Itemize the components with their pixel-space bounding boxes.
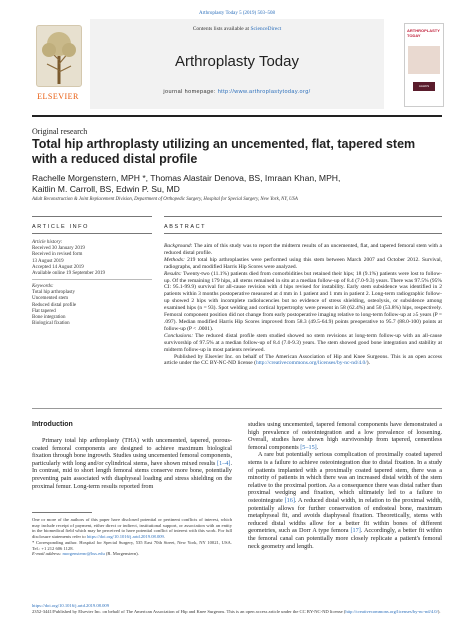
text-run: . [163, 534, 166, 540]
citation-ref[interactable]: [17] [350, 527, 361, 535]
abstract-results [164, 271, 442, 333]
info-top-rule [32, 216, 152, 217]
article-title: Total hip arthroplasty utilizing an uncemented, flat, tapered stem with a reduced distal profile [32, 137, 416, 166]
abstract-heading: ABSTRACT [164, 224, 207, 230]
contents-availability [90, 26, 384, 32]
journal-homepage [90, 89, 384, 95]
text-run: . Accordingly, a better fit within the femoral canal can potentially more closely replicate a patient's femoral neck geometry and length. [248, 527, 442, 550]
cover-title: ARTHROPLASTY TODAY [407, 28, 440, 38]
header-divider [32, 115, 442, 117]
history-item: Available online 19 September 2019 [32, 271, 105, 277]
intro-paragraph-2 [248, 451, 442, 550]
results-label: Results: [164, 270, 182, 277]
history-item: Received in revised form [32, 252, 83, 258]
text-run: One or more of the authors of this paper have disclosed potential or pertinent conflicts of interest, which may include receipt of payment, either direct or indirect, institutional support, or association with an entity in the biomedical field which may be perceived to have potential conflict of interest with this work. For full disclosure statements refer to [32, 517, 232, 540]
author-affiliation: Adult Reconstruction & Joint Replacement Division, Department of Orthopedic Surgery, Hospital for Special Surgery, New York, NY, USA [32, 197, 298, 202]
text-run: . In contrast, mid to short length femoral stems conserve more bone, potentially preventing pain associated with diaphyseal loading and stress shielding on the proximal femur. Long-term results reported from [32, 459, 232, 490]
intro-paragraph-1 [32, 437, 232, 490]
info-mid-rule [32, 233, 152, 234]
history-item: Accepted 14 August 2019 [32, 264, 84, 270]
journal-title: Arthroplasty Today [175, 53, 299, 70]
background-label: Background: [164, 243, 193, 249]
text-run: . [316, 443, 319, 451]
methods-text: 219 total hip arthroplasties were performed using this stem between March 2007 and October 2012. Survival, radiographs, and modified Harris Hip Scores were analyzed. [164, 256, 442, 270]
info-separator [32, 279, 152, 280]
keyword-item: Total hip arthroplasty [32, 290, 75, 296]
email-link[interactable]: morgensternr@hss.edu [62, 551, 105, 557]
keyword-item: Flat tapered [32, 308, 56, 314]
copyright-text: 2352-3441/Published by Elsevier Inc. on behalf of The American Association of Hip and Knee Surgeons. This is an open access article under the CC BY-NC-ND license ( [32, 608, 346, 614]
elsevier-wordmark: ELSEVIER [37, 92, 79, 101]
journal-cover-thumbnail[interactable] [404, 23, 444, 107]
results-text: Twenty-two (11.1%) patients died from comorbidities but retained their hips; 18 (9.1%) patients were lost to follow-up. Of the remaining 179 hips, all stems remained in situ at a median follow-up of 8.4 (7.0-9.3) years. There was 97.5% (95% CI: 95.1-99.9) survival for all-cause revision with 4 hips revised for instability. Early stem subsidence was identified in 2 patients within 3 months postoperative measured at 4 mm in 1 patient and 1 mm in patient 2. Long-term radiographic follow-up showed 2 hips with incomplete radiolucencies but no evidence of stress shielding, osteolysis, or subsidence among examined hips (n = 93). Spot welding and cortical hypertrophy were present in 58 (62.4%) and 50 (53.8%) hips, respectively. Femoral component position did not change from early postoperative imaging relative to long-term follow-up at ≥5 years (P = .097). Median modified Harris Hip Scores improved from 58.3 (49.5-64.9) points preoperative to 95.7 (88.0-100) points at follow-up (P < .0001). [164, 270, 442, 332]
footnote-rule [32, 512, 92, 513]
corresponding-author [32, 540, 232, 551]
citation-ref[interactable]: [1–4] [217, 459, 231, 467]
text-run: ). [437, 608, 441, 614]
keyword-item: Bone integration [32, 315, 66, 321]
author-list [32, 173, 442, 195]
authors-line-1[interactable]: Rachelle Morgenstern, MPH *, Thomas Alastair Denova, BS, Imraan Khan, MPH, [32, 173, 341, 183]
text-run: Primary total hip arthroplasty (THA) with uncemented, tapered, porous-coated femoral components are designed to achieve maximum biological fixation through bone ingrowth. Studies using uncemented femoral components, particularly with long and/or cylindrical stems, have shown mixed results [32, 437, 232, 467]
keywords [32, 284, 152, 327]
copyright-line [32, 609, 442, 615]
email-line [32, 551, 232, 557]
journal-masthead [32, 19, 442, 113]
keyword-item: Reduced distal profile [32, 302, 77, 308]
citation-ref[interactable]: [5–15] [300, 443, 317, 451]
journal-citation[interactable]: Arthroplasty Today 5 (2019) 503–508 [199, 11, 275, 16]
license-link[interactable]: http://creativecommons.org/licenses/by-nc-nd/4.0/ [255, 360, 367, 367]
text-run: (R. Morgenstern). [104, 551, 139, 557]
abstract-top-rule [164, 216, 442, 217]
disclosure-footnote [32, 517, 232, 540]
authors-line-2[interactable]: Kaitlin M. Carroll, BS, Edwin P. Su, MD [32, 184, 180, 194]
footer-license-link[interactable]: http://creativecommons.org/licenses/by-nc-nd/4.0/ [345, 608, 438, 614]
license-end: ). [366, 360, 370, 367]
homepage-prefix: journal homepage: [163, 89, 218, 95]
elsevier-logo[interactable] [32, 19, 84, 109]
disclosure-link[interactable]: https://doi.org/10.1016/j.artd.2019.08.009 [86, 534, 164, 540]
body-right-column [248, 421, 442, 550]
page-footer [32, 603, 442, 614]
article-history [32, 240, 152, 277]
journal-header-band [90, 19, 384, 109]
keyword-item: Uncemented stem [32, 296, 68, 302]
doi-link[interactable]: https://doi.org/10.1016/j.artd.2019.08.009 [32, 603, 109, 608]
abstract-conclusions [164, 333, 442, 354]
article-type: Original research [32, 127, 88, 136]
conclusions-label: Conclusions: [164, 332, 194, 339]
history-item: 13 August 2019 [32, 258, 64, 264]
cover-image [408, 46, 440, 74]
history-label: Article history: [32, 240, 63, 245]
abstract-background [164, 243, 442, 257]
citation-ref[interactable]: [16] [284, 496, 295, 504]
elsevier-tree-icon [36, 25, 82, 87]
email-label: E-mail address: [32, 551, 63, 557]
keyword-item: Biological fixation [32, 321, 70, 327]
methods-label: Methods: [164, 256, 185, 263]
text-run: * Corresponding author. Hospital for Special Surgery, 535 East 70th Street, New York, NY 10021, USA. Tel.: +1 212 606 1128. [32, 539, 232, 551]
text-run: studies using uncemented, tapered femoral components have demonstrated a high prevalence of osteointegration and a low prevalence of loosening. Overall, studies have shown high survivorship from tapered, cementless femoral components [248, 421, 442, 451]
cover-badge: AAHKS [413, 82, 435, 91]
intro-paragraph-1-cont [248, 421, 442, 451]
abstract-bottom-rule [32, 408, 442, 409]
introduction-heading: Introduction [32, 421, 73, 428]
abstract-license [164, 354, 442, 368]
abstract-mid-rule [164, 233, 442, 234]
text-run: A rare but potentially serious complication of proximally coated tapered stems is a failure to achieve osteointegration due to distal fixation. In a study of patients implanted with a proximally coated tapered stem, there was a minority of patients in which there was an increased distal width of the stem relative to the proximal portion. As a consequence there was distal rather than proximal wedging and fixation, which ultimately led to a failure to osteointegrate [248, 451, 442, 504]
contents-prefix: Contents lists available at [192, 26, 251, 32]
history-item: Received 30 January 2019 [32, 246, 85, 252]
background-text: The aim of this study was to report the midterm results of an uncemented, flat, and tapered femoral stem with a reduced distal profile. [164, 243, 442, 256]
license-text: Published by Elsevier Inc. on behalf of The American Association of Hip and Knee Surgeons. This is an open access article under the CC BY-NC-ND license ( [164, 353, 442, 367]
keywords-label: Keywords: [32, 284, 54, 289]
abstract-body [164, 243, 442, 367]
footnotes [32, 517, 232, 557]
article-info-heading: ARTICLE INFO [32, 224, 89, 230]
body-left-column [32, 437, 232, 490]
text-run: . A reduced distal width, in relation to the proximal width, potentially allows for further conservation of endosteal bone, maximum metaphyseal fit, and avoids diaphyseal fixation. Theoretically, stems with reduced distal widths allow for a better fit within bones of different geometries, such as Dorr A type femora [248, 496, 442, 535]
sciencedirect-link[interactable]: ScienceDirect [250, 26, 282, 32]
conclusions-text: The reduced distal profile stem studied showed no stem revisions at long-term follow-up with an all-cause survivorship of 97.5% at a median follow-up of 8.4 (7.0-9.3) years. The stem showed good bone integration and stability at midterm follow-up in most patients reviewed. [164, 332, 442, 353]
abstract-methods [164, 257, 442, 271]
homepage-link[interactable]: http://www.arthroplastytoday.org/ [217, 89, 311, 95]
